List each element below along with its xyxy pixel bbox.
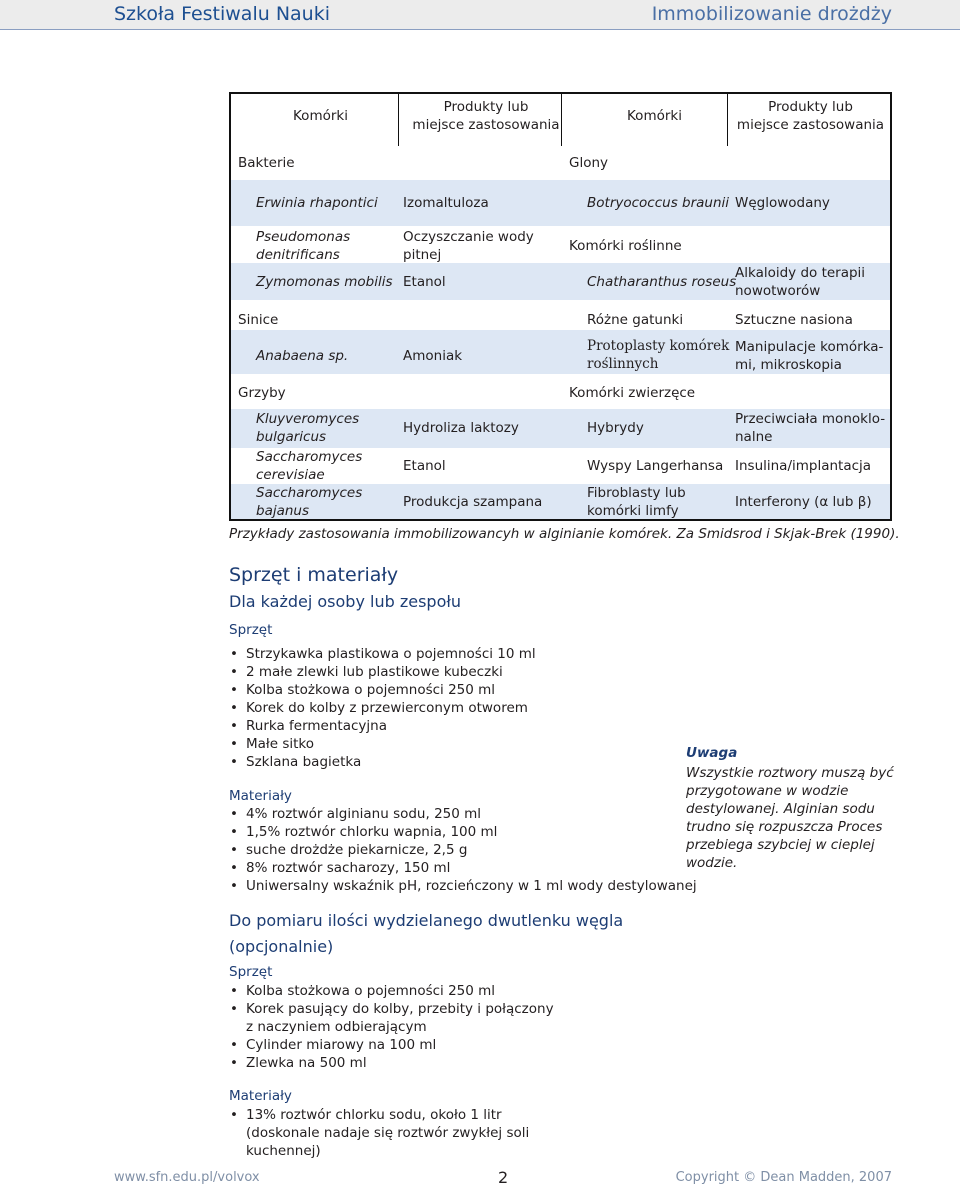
- header-divider: [398, 94, 399, 146]
- col3-header: Komórki: [627, 108, 682, 124]
- equipment-label: Sprzęt: [229, 622, 273, 638]
- cell-catharanthus: Chatharanthus roseus: [587, 274, 737, 290]
- cell-etanol-2: Etanol: [403, 458, 446, 474]
- cell-insulina: Insulina/implantacja: [735, 458, 872, 474]
- cell-przeciwciala: Przeciwciała monoklo- nalne: [735, 411, 886, 445]
- materials-label: Materiały: [229, 788, 292, 804]
- list-item: • 2 małe zlewki lub plastikowe kubeczki: [229, 663, 536, 681]
- materials-list-co2: [229, 1106, 569, 1160]
- section-subtitle: Dla każdej osoby lub zespołu: [229, 592, 462, 611]
- category-grzyby: Grzyby: [238, 385, 286, 401]
- cell-oczyszczanie: Oczyszczanie wody pitnej: [403, 229, 534, 263]
- list-item: • suche drożdże piekarnicze, 2,5 g: [229, 841, 697, 859]
- footer-copyright: Copyright © Dean Madden, 2007: [675, 1170, 892, 1185]
- cell-hybrydy: Hybrydy: [587, 420, 644, 436]
- cell-sztuczne-nasiona: Sztuczne nasiona: [735, 312, 853, 328]
- note-text: Wszystkie roztwory muszą być przygotowane w wodzie destylowanej. Alginian sodu trudno się rozpuszcza Proces przebiega szybciej w cieplej wodzie.: [686, 765, 894, 871]
- list-item: • Małe sitko: [229, 735, 536, 753]
- list-item: • Zlewka na 500 ml: [229, 1054, 559, 1072]
- header-divider: [561, 94, 562, 146]
- col4-header: Produkty lub miejsce zastosowania: [736, 99, 885, 133]
- cell-saccharomyces-cerevisiae: Saccharomyces cerevisiae: [256, 449, 363, 483]
- header-topic-title: Immobilizowanie drożdży: [651, 3, 892, 25]
- cell-weglowodany: Węglowodany: [735, 195, 830, 211]
- cell-fibroblasty: Fibroblasty lub komórki limfy: [587, 485, 686, 519]
- table-row: [231, 330, 890, 374]
- list-item: • Kolba stożkowa o pojemności 250 ml: [229, 681, 536, 699]
- page-number: 2: [498, 1168, 509, 1187]
- header-school-name: Szkoła Festiwalu Nauki: [114, 3, 330, 25]
- cell-erwinia: Erwinia rhapontici: [256, 195, 378, 211]
- equipment-label: Sprzęt: [229, 964, 273, 980]
- list-item: • Szklana bagietka: [229, 753, 536, 771]
- cell-interferony: Interferony (α lub β): [735, 494, 872, 510]
- list-item: • Cylinder miarowy na 100 ml: [229, 1036, 559, 1054]
- cell-zymomonas: Zymomonas mobilis: [256, 274, 393, 290]
- note-box: [686, 744, 896, 872]
- cell-protoplasty: Protoplasty komórek roślinnych: [587, 338, 730, 372]
- cell-saccharomyces-bajanus: Saccharomyces bajanus: [256, 485, 363, 519]
- cell-hydroliza: Hydroliza laktozy: [403, 420, 519, 436]
- cell-anabaena: Anabaena sp.: [256, 348, 349, 364]
- footer-url: www.sfn.edu.pl/volvox: [114, 1170, 260, 1185]
- section-title-co2: Do pomiaru ilości wydzielanego dwutlenku węgla (opcjonalnie): [229, 911, 624, 956]
- table-row: [231, 448, 890, 484]
- category-komorki-zwierzece: Komórki zwierzęce: [569, 385, 696, 401]
- applications-table: [229, 92, 892, 521]
- table-header-row: [231, 94, 890, 146]
- cell-botryococcus: Botryococcus braunii: [587, 195, 730, 211]
- table-row: [231, 300, 890, 330]
- materials-list: [229, 805, 697, 895]
- page-header: [0, 0, 960, 30]
- list-item: • Korek do kolby z przewierconym otworem: [229, 699, 536, 717]
- list-item: • Strzykawka plastikowa o pojemności 10 ml: [229, 645, 536, 663]
- table-row: [231, 409, 890, 448]
- equipment-list-co2: [229, 982, 559, 1072]
- section-title: Sprzęt i materiały: [229, 564, 399, 586]
- cell-amoniak: Amoniak: [403, 348, 463, 364]
- list-item: • 4% roztwór alginianu sodu, 250 ml: [229, 805, 697, 823]
- category-bakterie: Bakterie: [238, 155, 295, 171]
- category-glony: Glony: [569, 155, 609, 171]
- table-row: [231, 146, 890, 180]
- equipment-list: [229, 645, 536, 771]
- table-row: [231, 263, 890, 300]
- cell-szampan: Produkcja szampana: [403, 494, 543, 510]
- table-caption: Przykłady zastosowania immobilizowancyh w alginianie komórek. Za Smidsrod i Skjak-Brek (1990).: [229, 526, 900, 542]
- col1-header: Komórki: [293, 108, 348, 124]
- col2-header: Produkty lub miejsce zastosowania: [412, 99, 560, 133]
- cell-alkaloidy: Alkaloidy do terapii nowotworów: [735, 265, 866, 299]
- category-komorki-roslinne: Komórki roślinne: [569, 238, 682, 254]
- list-item: • 13% roztwór chlorku sodu, około 1 litr (doskonale nadaje się roztwór zwykłej soli kuchennej): [229, 1106, 569, 1160]
- cell-kluyveromyces: Kluyveromyces bulgaricus: [256, 411, 360, 445]
- cell-izomaltuloza: Izomaltuloza: [403, 195, 489, 211]
- cell-etanol: Etanol: [403, 274, 446, 290]
- table-row: [231, 180, 890, 226]
- list-item: • 8% roztwór sacharozy, 150 ml: [229, 859, 697, 877]
- materials-label: Materiały: [229, 1088, 292, 1104]
- header-divider: [727, 94, 728, 146]
- note-title: Uwaga: [686, 745, 738, 761]
- table-row: [231, 374, 890, 409]
- list-item: • Rurka fermentacyjna: [229, 717, 536, 735]
- table-row: [231, 226, 890, 263]
- cell-wyspy-langerhansa: Wyspy Langerhansa: [587, 458, 724, 474]
- list-item: • Uniwersalny wskaźnik pH, rozcieńczony w 1 ml wody destylowanej: [229, 877, 697, 895]
- table-row: [231, 484, 890, 519]
- cell-pseudomonas: Pseudomonas denitrificans: [256, 229, 351, 263]
- list-item: • Korek pasujący do kolby, przebity i połączony z naczyniem odbierającym: [229, 1000, 559, 1036]
- category-sinice: Sinice: [238, 312, 279, 328]
- list-item: • Kolba stożkowa o pojemności 250 ml: [229, 982, 559, 1000]
- cell-rozne-gatunki: Różne gatunki: [587, 312, 684, 328]
- cell-manipulacje: Manipulacje komórka- mi, mikroskopia: [735, 339, 884, 373]
- list-item: • 1,5% roztwór chlorku wapnia, 100 ml: [229, 823, 697, 841]
